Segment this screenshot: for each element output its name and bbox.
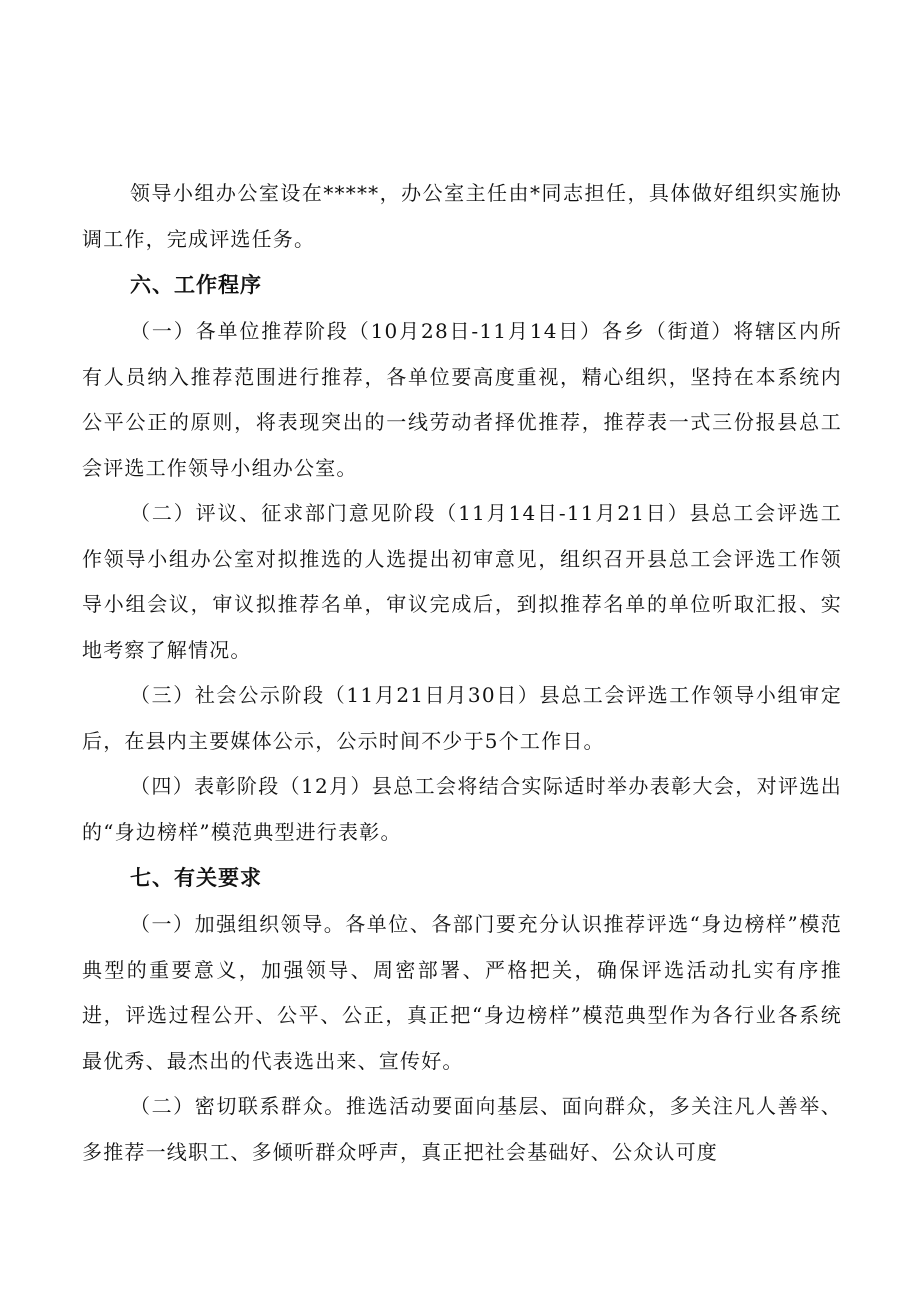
heading-requirements: 七、有关要求 xyxy=(130,866,262,890)
document-body xyxy=(82,171,842,1175)
paragraph-requirement-masses: （二）密切联系群众。推选活动要面向基层、面向群众，多关注凡人善举、多推荐一线职工、多倾听群众呼声，真正把社会基础好、公众认可度 xyxy=(82,1094,842,1164)
paragraph-stage-recommend: （一）各单位推荐阶段（10月28日-11月14日）各乡（街道）将辖区内所有人员纳入推荐范围进行推荐，各单位要高度重视，精心组织，坚持在本系统内公平公正的原则，将表现突出的一线劳动者择优推荐，推荐表一式三份报县总工会评选工作领导小组办公室。 xyxy=(82,319,842,480)
paragraph-requirement-leadership: （一）加强组织领导。各单位、各部门要充分认识推荐评选“身边榜样”模范典型的重要意义，加强领导、周密部署、严格把关，确保评选活动扎实有序推进，评选过程公开、公平、公正，真正把“身边榜样”模范典型作为各行业各系统最优秀、最杰出的代表选出来、宣传好。 xyxy=(82,912,842,1073)
heading-work-procedure: 六、工作程序 xyxy=(130,273,262,297)
paragraph-stage-commendation: （四）表彰阶段（12月）县总工会将结合实际适时举办表彰大会，对评选出的“身边榜样”模范典型进行表彰。 xyxy=(82,774,842,844)
paragraph-stage-review: （二）评议、征求部门意见阶段（11月14日-11月21日）县总工会评选工作领导小组办公室对拟推选的人选提出初审意见，组织召开县总工会评选工作领导小组会议，审议拟推荐名单，审议完成后，到拟推荐名单的单位听取汇报、实地考察了解情况。 xyxy=(82,501,842,662)
paragraph-stage-publicity: （三）社会公示阶段（11月21日月30日）县总工会评选工作领导小组审定后，在县内主要媒体公示，公示时间不少于5个工作日。 xyxy=(82,683,842,753)
paragraph-office-setup: 领导小组办公室设在*****，办公室主任由*同志担任，具体做好组织实施协调工作，完成评选任务。 xyxy=(82,181,842,251)
